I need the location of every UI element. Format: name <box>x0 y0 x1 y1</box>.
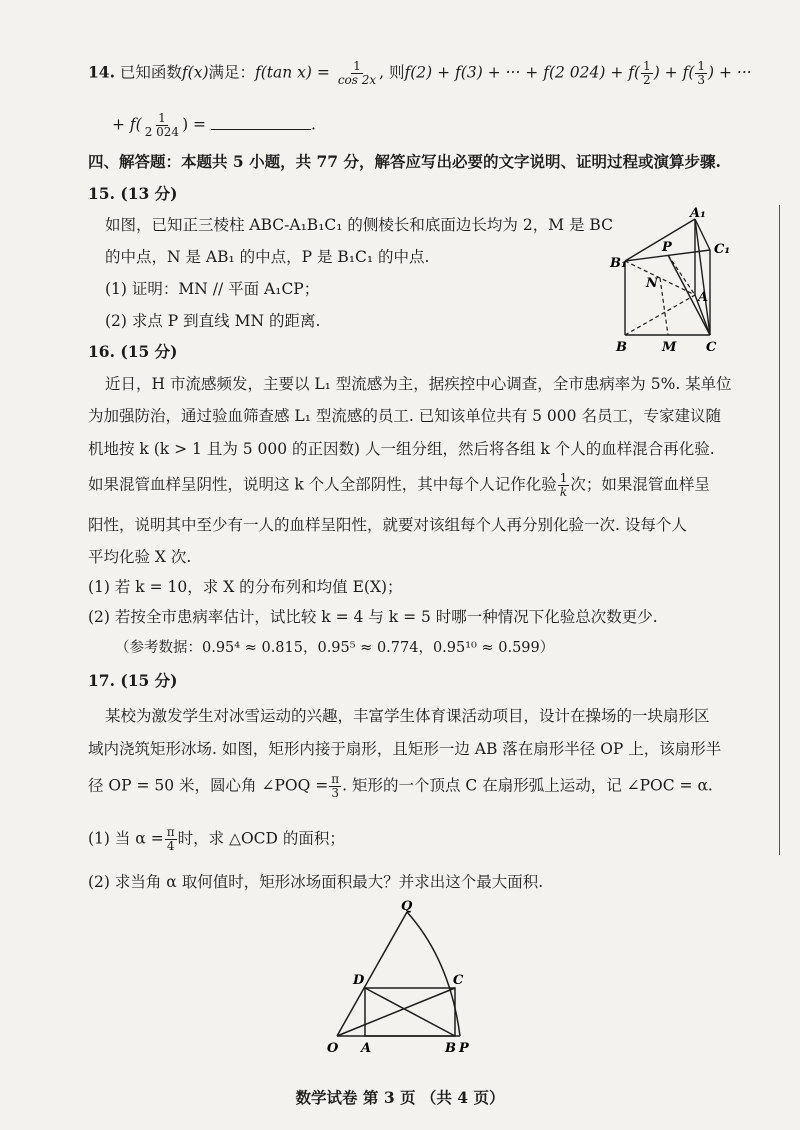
q14-frac-third: $\frac{1}{3}$ <box>697 59 706 87</box>
label-b1: B₁ <box>610 256 627 271</box>
q16-line3: 机地按 k (k > 1 且为 5 000 的正因数) 人一组分组，然后将各组 k 个人的血样混合再化验. <box>88 440 715 458</box>
q14-number: 14. <box>88 62 115 82</box>
q14-line2 <box>112 112 316 139</box>
line-a1-c <box>695 219 710 335</box>
footer-page: 第 3 页 <box>362 1088 416 1107</box>
q14-then: , 则 <box>379 63 405 82</box>
label-c: C <box>706 340 717 355</box>
q14-fx: f(x) <box>181 63 209 82</box>
q17-line2: 域内浇筑矩形冰场. 如图，矩形内接于扇形，且矩形一边 AB 落在扇形半径 OP 上，该扇形半 <box>88 740 722 758</box>
q16-line5: 阳性，说明其中至少有一人的血样呈阳性，就要对该组每个人再分别化验一次. 设每个人 <box>88 516 687 534</box>
label-c1: C₁ <box>714 242 731 257</box>
q16-line4-post: 次；如果混管血样呈 <box>570 475 710 494</box>
footer-subject: 数学试卷 <box>295 1088 358 1107</box>
sector-figure <box>325 900 485 1055</box>
q14-line2-end: . <box>310 115 316 134</box>
q16-part1: (1) 若 k = 10，求 X 的分布列和均值 E(X)； <box>88 578 403 596</box>
label-b: B <box>616 340 627 355</box>
q14-sum: f(2) + f(3) + ··· + f(2 024) + f( <box>404 63 641 82</box>
label-d: D <box>353 973 365 988</box>
q17-frac-pi3: $\frac{\pi}{3}$ <box>331 772 340 800</box>
q16-line4 <box>88 472 710 499</box>
q17-part1 <box>88 826 345 853</box>
prism-figure <box>610 205 750 355</box>
q16-header: 16. (15 分) <box>88 342 178 361</box>
segment-db <box>365 988 455 1036</box>
q14-prefix: 已知函数 <box>119 63 182 82</box>
page-footer <box>0 1086 800 1108</box>
q15-line1: 如图，已知正三棱柱 ABC-A₁B₁C₁ 的侧棱长和底面边长均为 2，M 是 BC <box>105 216 613 234</box>
q14-line2-prefix: + f( <box>112 115 142 134</box>
label-o: O <box>327 1041 339 1055</box>
q17-frac-pi4: $\frac{\pi}{4}$ <box>166 825 175 853</box>
q16-reference: （参考数据：0.95⁴ ≈ 0.815，0.95⁵ ≈ 0.774，0.95¹⁰ ≈ 0.599） <box>115 640 555 656</box>
q15-part2: (2) 求点 P 到直线 MN 的距离. <box>105 312 321 330</box>
label-m: M <box>662 340 677 355</box>
q17-header: 17. (15 分) <box>88 671 178 690</box>
q14-line2-suffix: ) = <box>182 115 207 134</box>
label-a: A <box>361 1041 372 1055</box>
segment-oc <box>337 988 455 1036</box>
q16-line1: 近日，H 市流感频发，主要以 L₁ 型流感为主，据疾控中心调查，全市患病率为 5%. 某单位 <box>105 375 732 393</box>
label-a: A <box>698 290 709 305</box>
q17-part2: (2) 求当角 α 取何值时，矩形冰场面积最大？并求出这个最大面积. <box>88 873 544 891</box>
q17-line3 <box>88 773 713 800</box>
line-n-m <box>660 278 668 335</box>
q14-tail: ) + ··· <box>708 63 752 82</box>
q16-part2: (2) 若按全市患病率估计，试比较 k = 4 与 k = 5 时哪一种情况下化验总次数更少. <box>88 608 658 626</box>
q15-header: 15. (13 分) <box>88 184 178 203</box>
q17-line3-pre: 径 OP = 50 米，圆心角 ∠POQ = <box>88 776 329 795</box>
label-b: B <box>445 1041 456 1055</box>
q14-f-tan: f(tan x) = <box>255 63 330 82</box>
section4-heading: 四、解答题：本题共 5 小题，共 77 分，解答应写出必要的文字说明、证明过程或演算步骤. <box>88 152 721 171</box>
q16-frac-k: $\frac{1}{k}$ <box>559 471 568 499</box>
label-p: P <box>459 1041 469 1055</box>
edge-b-a <box>625 295 695 335</box>
label-q: Q <box>401 900 413 914</box>
q16-line6: 平均化验 X 次. <box>88 548 192 566</box>
label-a1: A₁ <box>690 206 706 221</box>
label-p: P <box>662 240 672 255</box>
q14-frac-cos: $\frac{1}{\cos 2x}$ <box>337 59 377 87</box>
q14-frac-last: $\frac{1}{2 024}$ <box>144 111 180 139</box>
q14-line1 <box>88 60 752 87</box>
q17-line1: 某校为激发学生对冰雪运动的兴趣，丰富学生体育课活动项目，设计在操场的一块扇形区 <box>105 707 710 725</box>
q14-mid: ) + f( <box>653 63 695 82</box>
q14-answer-blank[interactable] <box>211 115 311 130</box>
q16-line2: 为加强防治，通过验血筛查感 L₁ 型流感的员工. 已知该单位共有 5 000 名员工，专家建议随 <box>88 407 721 425</box>
label-n: N <box>646 276 658 291</box>
q14-frac-half: $\frac{1}{2}$ <box>643 59 651 87</box>
footer-total: （共 4 页） <box>420 1088 505 1107</box>
q15-line2: 的中点，N 是 AB₁ 的中点，P 是 B₁C₁ 的中点. <box>105 248 430 266</box>
edge-b1-a1 <box>625 219 695 261</box>
q16-line4-pre: 如果混管血样呈阴性，说明这 k 个人全部阴性，其中每个人记作化验 <box>88 475 557 494</box>
margin-rule <box>779 205 781 855</box>
radius-oq <box>337 912 407 1036</box>
q14-cond: 满足： <box>208 63 256 82</box>
q15-part1: (1) 证明：MN // 平面 A₁CP； <box>105 280 320 298</box>
q17-part1-pre: (1) 当 α = <box>88 829 164 848</box>
q17-line3-post: . 矩形的一个顶点 C 在扇形弧上运动，记 ∠POC = α. <box>342 776 713 795</box>
q17-part1-post: 时，求 △OCD 的面积； <box>177 829 345 848</box>
label-c: C <box>453 973 464 988</box>
